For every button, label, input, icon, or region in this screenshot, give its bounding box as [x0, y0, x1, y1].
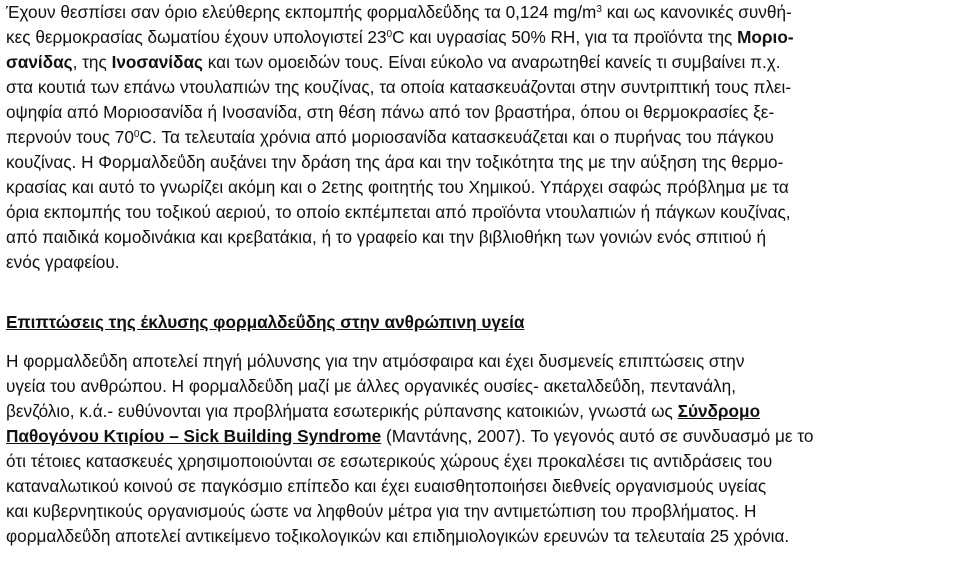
- text-run: , της: [72, 52, 112, 72]
- text-run: (Μαντάνης, 2007). Το γεγονός αυτό σε συνδυασμό με το: [381, 426, 814, 446]
- superscript: 3: [596, 4, 602, 15]
- text-line: κουζίνας. Η Φορμαλδεΰδη αυξάνει την δράση της άρα και την τοξικότητα της με την αύξηση της θερμο-: [6, 152, 784, 172]
- text-line: [6, 125, 952, 150]
- bold-term: Μοριο-: [737, 27, 794, 47]
- text-run: περνούν τους 70: [6, 127, 134, 147]
- text-run: και ως κανονικές συνθή-: [601, 2, 792, 22]
- superscript: 0: [386, 29, 393, 40]
- section-heading: Επιπτώσεις της έκλυσης φορμαλδεΰδης στην ανθρώπινη υγεία: [6, 312, 525, 332]
- bold-underlined-term: Παθογόνου Κτιρίου – Sick Building Syndrome: [6, 426, 382, 446]
- text-run: C. Τα τελευταία χρόνια από μοριοσανίδα κατασκευάζεται και ο πυρήνας του πάγκου: [139, 127, 774, 147]
- paragraph-kitchen-cabinets: [6, 75, 952, 275]
- text-run: Έχουν θεσπίσει σαν όριο ελεύθερης εκπομπής φορμαλδεΰδης τα 0,124 mg/m: [6, 2, 597, 22]
- bold-term: Ινοσανίδας: [111, 52, 203, 72]
- text-run: και των ομοειδών τους. Είναι εύκολο να αναρωτηθεί κανείς τι συμβαίνει π.χ.: [202, 52, 781, 72]
- text-line: ότι τέτοιες κατασκευές χρησιμοποιούνται σε εσωτερικούς χώρους έχει προκαλέσει τις αντιδράσεις του: [6, 451, 773, 471]
- paragraph-emission-limits: [6, 0, 952, 75]
- text-line: [6, 25, 952, 50]
- text-line: [6, 399, 952, 424]
- superscript: 0: [133, 129, 140, 140]
- text-run: κες θερμοκρασίας δωματίου έχουν υπολογιστεί 23: [6, 27, 387, 47]
- text-line: από παιδικά κομοδινάκια και κρεβατάκια, ή το γραφείο και την βιβλιοθήκη των γονιών ενός σπιτιού ή: [6, 227, 767, 247]
- text-line: όρια εκπομπής του τοξικού αεριού, το οποίο εκπέμπεται από προϊόντα ντουλαπιών ή πάγκων κουζίνας,: [6, 202, 791, 222]
- text-line: και κυβερνητικούς οργανισμούς ώστε να ληφθούν μέτρα για την αντιμετώπιση του προβλήματος. Η: [6, 501, 757, 521]
- text-line: καταναλωτικού κοινού σε παγκόσμιο επίπεδο και έχει ευαισθητοποιήσει διεθνείς οργανισμούς υγείας: [6, 476, 767, 496]
- text-line: φορμαλδεΰδη αποτελεί αντικείμενο τοξικολογικών και επιδημιολογικών ερευνών τα τελευταία 25 χρόνια.: [6, 526, 790, 546]
- paragraph-health-effects: [6, 349, 952, 549]
- bold-term: σανίδας: [6, 52, 73, 72]
- text-line: οψηφία από Μοριοσανίδα ή Ινοσανίδα, στη θέση πάνω από τον βραστήρα, όπου οι θερμοκρασίες ξε-: [6, 102, 775, 122]
- text-line: υγεία του ανθρώπου. Η φορμαλδεΰδη μαζί με άλλες οργανικές ουσίες- ακεταλδεΰδη, πεντανάλη,: [6, 376, 736, 396]
- bold-underlined-term: Σύνδρομο: [677, 401, 761, 421]
- text-run: βενζόλιο, κ.ά.- ευθύνονται για προβλήματα εσωτερικής ρύπανσης κατοικιών, γνωστά ως: [6, 401, 678, 421]
- text-line: [6, 424, 952, 449]
- text-line: Η φορμαλδεΰδη αποτελεί πηγή μόλυνσης για την ατμόσφαιρα και έχει δυσμενείς επιπτώσεις στην: [6, 351, 745, 371]
- text-line: [6, 50, 952, 75]
- text-line: στα κουτιά των επάνω ντουλαπιών της κουζίνας, τα οποία κατασκευάζονται στην συντριπτική τους πλει-: [6, 77, 792, 97]
- text-line: κρασίας και αυτό το γνωρίζει ακόμη και ο 2ετης φοιτητής του Χημικού. Υπάρχει σαφώς πρόβλημα με τα: [6, 177, 789, 197]
- text-line: ενός γραφείου.: [6, 252, 120, 272]
- text-run: C και υγρασίας 50% RH, για τα προϊόντα της: [392, 27, 738, 47]
- text-line: [6, 0, 952, 25]
